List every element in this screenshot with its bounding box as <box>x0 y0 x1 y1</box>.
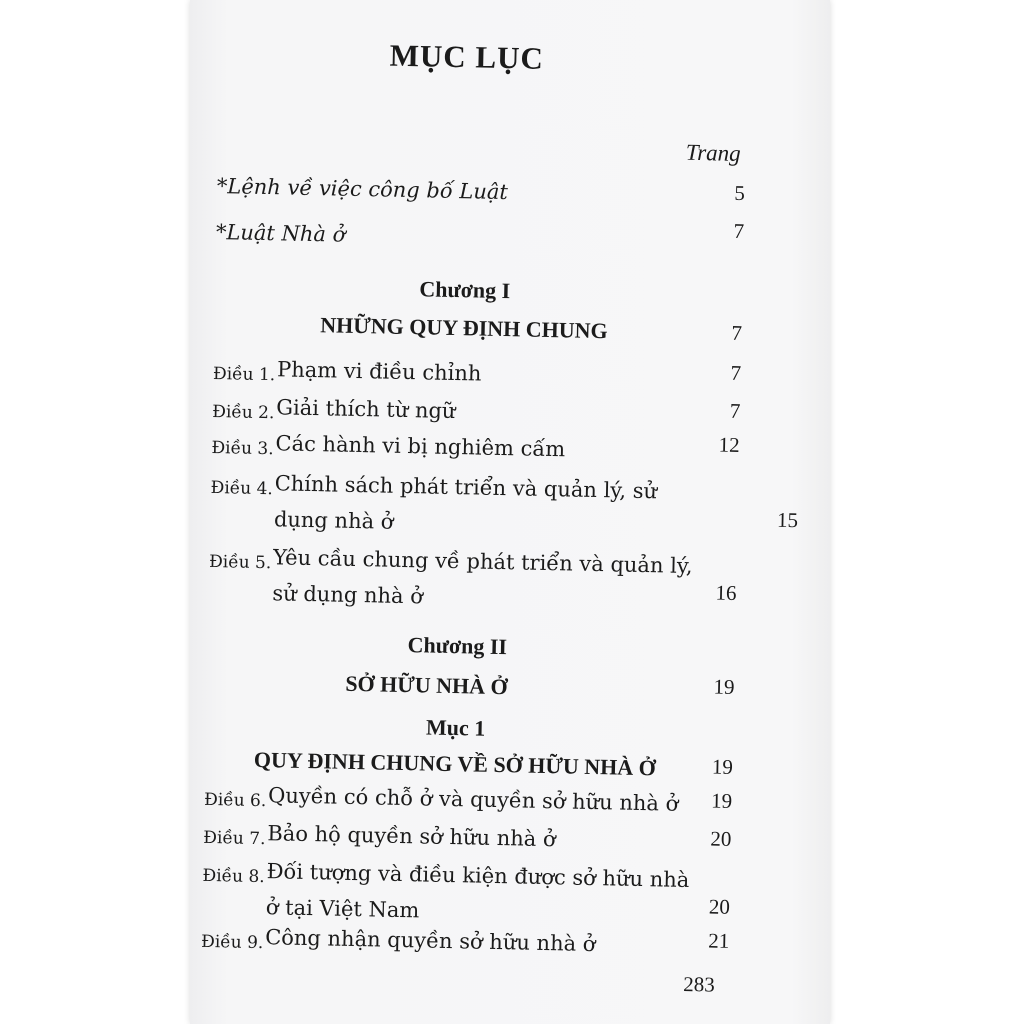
section-1-label: Mục 1 <box>425 714 486 741</box>
article-1-page: 7 <box>730 360 742 386</box>
chapter-2-label: Chương II <box>407 632 508 660</box>
article-6-title: Quyền có chỗ ở và quyền sở hữu nhà ở <box>267 783 679 816</box>
chapter-2-heading-page: 19 <box>713 674 735 699</box>
front-item-law-page: 7 <box>733 218 745 244</box>
article-2-page: 7 <box>729 398 741 424</box>
article-7-label: Điều 7. <box>203 827 266 850</box>
article-9-title: Công nhận quyền sở hữu nhà ở <box>264 925 596 957</box>
page-column-label: Trang <box>685 139 741 166</box>
article-5-title: Yêu cầu chung về phát triển và quản lý, sử dụng nhà ở <box>272 545 693 609</box>
page-number: 283 <box>683 971 716 997</box>
article-6-page: 19 <box>710 788 733 813</box>
chapter-1-label: Chương I <box>419 276 511 304</box>
front-item-decree-page: 5 <box>734 180 746 206</box>
front-item-decree: *Lệnh về việc công bố Luật <box>216 174 509 205</box>
article-4-label: Điều 4. <box>210 477 274 500</box>
section-1-heading-page: 19 <box>711 754 734 779</box>
article-1-label: Điều 1. <box>212 363 276 386</box>
article-8-title: Đối tượng và điều kiện được sở hữu nhà ở tại Việt Nam <box>265 859 690 923</box>
article-2-title: Giải thích từ ngữ <box>276 395 456 424</box>
front-item-law: *Luật Nhà ở <box>215 219 346 247</box>
article-9-page: 21 <box>707 928 730 953</box>
article-3-label: Điều 3. <box>211 437 274 460</box>
chapter-1-heading: NHỮNG QUY ĐỊNH CHUNG <box>320 312 608 344</box>
article-7-title: Bảo hộ quyền sở hữu nhà ở <box>267 821 556 852</box>
chapter-2-heading: SỞ HỮU NHÀ Ở <box>345 670 508 700</box>
article-4-page: 15 <box>776 507 799 533</box>
article-8-page: 20 <box>708 894 731 919</box>
chapter-1-heading-page: 7 <box>731 320 743 346</box>
page-title: MỤC LỤC <box>389 37 545 76</box>
article-5-label: Điều 5. <box>208 551 272 574</box>
article-5-page: 16 <box>715 580 737 605</box>
article-3-page: 12 <box>718 432 740 457</box>
article-8-label: Điều 8. <box>202 865 265 888</box>
article-9-label: Điều 9. <box>200 931 264 954</box>
article-7-page: 20 <box>710 826 732 851</box>
article-1-title: Phạm vi điều chỉnh <box>276 357 482 386</box>
article-3-title: Các hành vi bị nghiêm cấm <box>275 431 566 462</box>
section-1-heading: QUY ĐỊNH CHUNG VỀ SỞ HỮU NHÀ Ở <box>253 746 657 781</box>
article-6-label: Điều 6. <box>203 789 267 812</box>
article-2-label: Điều 2. <box>211 401 275 424</box>
article-4-title: Chính sách phát triển và quản lý, sử dụng nhà ở <box>273 471 658 534</box>
